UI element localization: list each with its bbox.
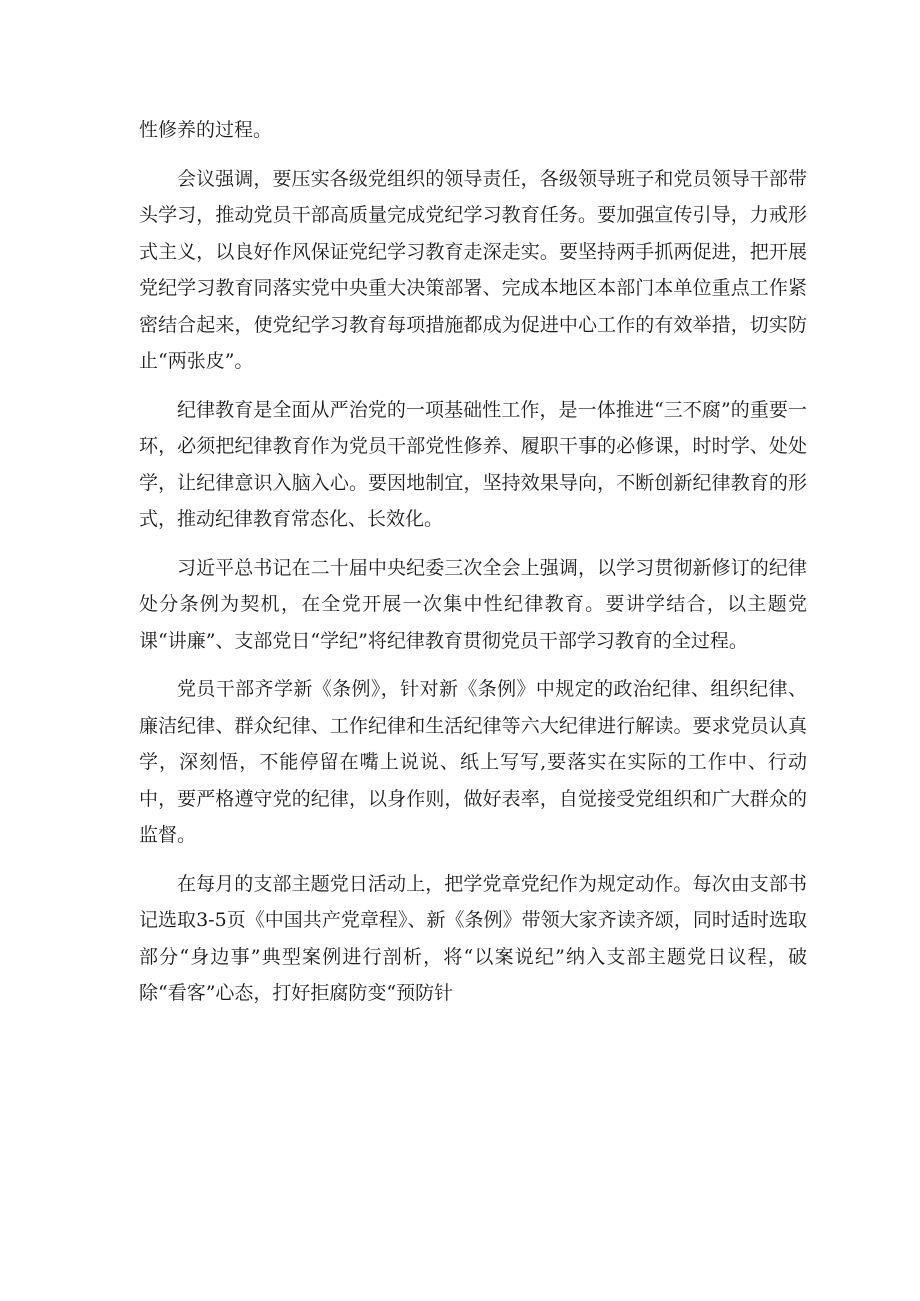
paragraph-discipline-education: 纪律教育是全面从严治党的一项基础性工作，是一体推进“三不腐”的重要一环，必须把纪律教育作为党员干部党性修养、履职干事的必修课，时时学、处处学，让纪律意识入脑入心。要因地制宜，坚持效果导向，不断创新纪律教育的形式，推动纪律教育常态化、长效化。 [139,398,807,530]
paragraph-meeting-emphasis: 会议强调，要压实各级党组织的领导责任，各级领导班子和党员领导干部带头学习，推动党员干部高质量完成党纪学习教育任务。要加强宣传引导，力戒形式主义，以良好作风保证党纪学习教育走深走实。要坚持两手抓两促进，把开展党纪学习教育同落实党中央重大决策部署、完成本地区本部门本单位重点工作紧密结合起来，使党纪学习教育每项措施都成为促进中心工作的有效举措，切实防止“两张皮”。 [139,167,807,372]
paragraph-study-regulations: 党员干部齐学新《条例》，针对新《条例》中规定的政治纪律、组织纪律、廉洁纪律、群众纪律、工作纪律和生活纪律等六大纪律进行解读。要求党员认真学，深刻悟，不能停留在嘴上说说、纸上写写,要落实在实际的工作中、行动中，要严格遵守党的纪律，以身作则，做好表率，自觉接受党组织和广大群众的监督。 [139,678,807,846]
paragraph-continuation: 性修养的过程。 [139,119,273,141]
document-body [139,112,807,1024]
paragraph-party-day: 在每月的支部主题党日活动上，把学党章党纪作为规定动作。每次由支部书记选取3-5页《中国共产党章程》、新《条例》带领大家齐读齐颂，同时适时选取部分“身边事”典型案例进行剖析，将“以案说纪”纳入支部主题党日议程，破除“看客”心态，打好拒腐防变“预防针 [139,872,807,1004]
paragraph-xi-speech: 习近平总书记在二十届中央纪委三次全会上强调，以学习贯彻新修订的纪律处分条例为契机，在全党开展一次集中性纪律教育。要讲学结合，以主题党课“讲廉”、支部党日“学纪”将纪律教育贯彻党员干部学习教育的全过程。 [139,556,807,652]
